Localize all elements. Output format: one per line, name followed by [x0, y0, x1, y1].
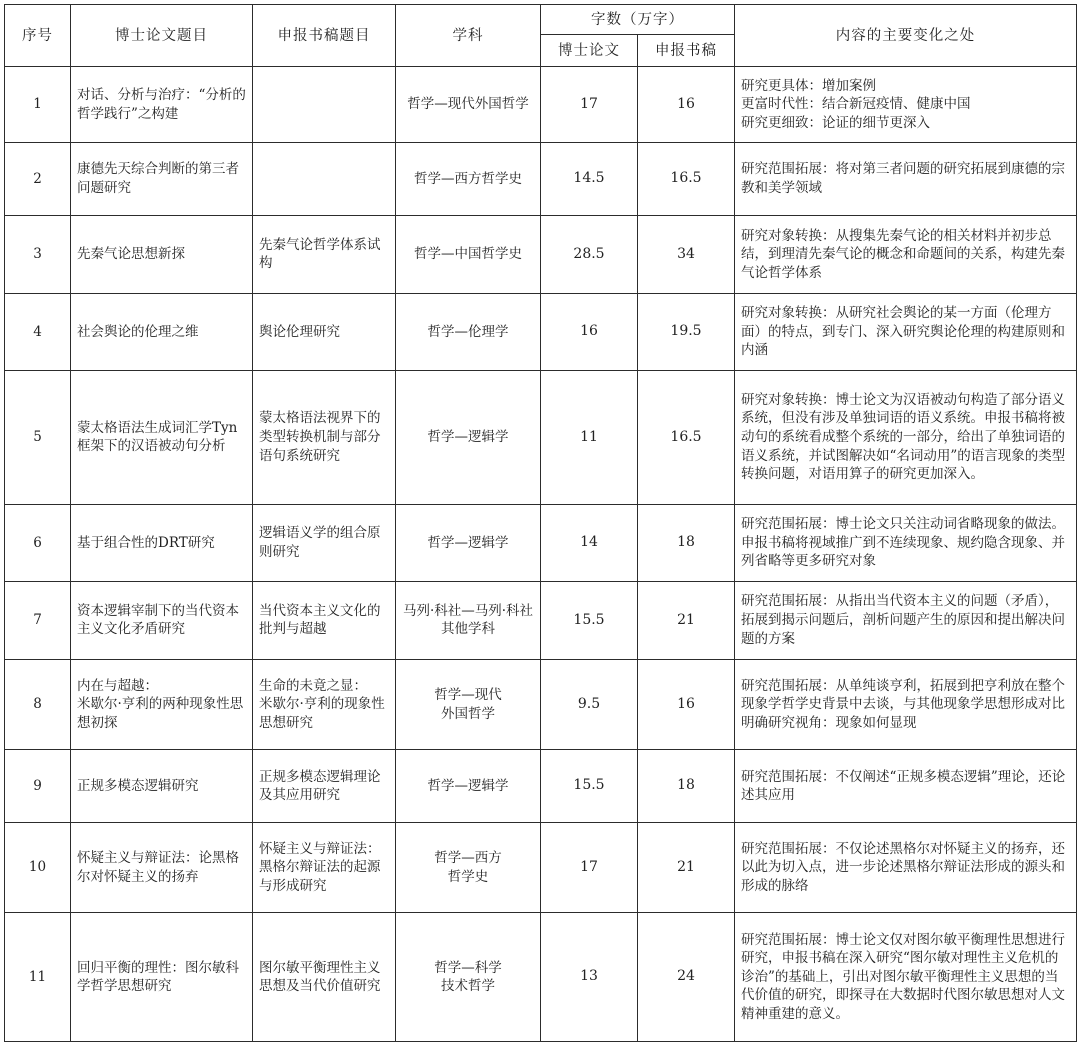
wordcount-application-cell: 21: [638, 581, 735, 659]
header-subject: 学科: [396, 5, 541, 67]
wordcount-application-cell: 21: [638, 822, 735, 912]
table-row: [5, 822, 1077, 912]
row-number: 8: [5, 660, 71, 750]
application-title-cell: [253, 67, 396, 143]
header-wordcount: 字数（万字）: [541, 5, 735, 35]
wordcount-thesis-cell: 15.5: [541, 750, 638, 822]
subject-line: 哲学史: [447, 868, 489, 885]
subject-line: 外国哲学: [441, 705, 495, 722]
header-changes: 内容的主要变化之处: [735, 5, 1077, 67]
application-title-cell: 正规多模态逻辑理论及其应用研究: [253, 750, 396, 822]
wordcount-application-cell: 16: [638, 67, 735, 143]
application-title-cell: 当代资本主义文化的批判与超越: [253, 581, 396, 659]
subject-cell: 哲学—现代外国哲学: [396, 67, 541, 143]
table-row: [5, 294, 1077, 370]
wordcount-application-cell: 16: [638, 660, 735, 750]
thesis-title-cell: 正规多模态逻辑研究: [71, 750, 253, 822]
wordcount-application-cell: 24: [638, 913, 735, 1042]
changes-cell: 研究对象转换：博士论文为汉语被动句构造了部分语义系统，但没有涉及单独词语的语义系统。申报书稿将被动句的系统看成整个系统的一部分，给出了单独词语的语义系统，并试图解决如“名词动用”的语言现象的类型转换问题，对语用算子的研究更加深入。: [735, 370, 1077, 505]
change-line: 研究更具体：增加案例: [741, 77, 876, 94]
wordcount-thesis-cell: 9.5: [541, 660, 638, 750]
header-seq: 序号: [5, 5, 71, 67]
thesis-title-cell: 怀疑主义与辩证法：论黑格尔对怀疑主义的扬弃: [71, 822, 253, 912]
wordcount-thesis-cell: 14.5: [541, 143, 638, 215]
subject-cell: [396, 660, 541, 750]
subject-cell: [396, 822, 541, 912]
row-number: 11: [5, 913, 71, 1042]
application-title-cell: 蒙太格语法视界下的类型转换机制与部分语句系统研究: [253, 370, 396, 505]
thesis-title-line: 米歇尔·亨利的两种现象性思想初探: [77, 696, 244, 732]
subject-line: 哲学—西方: [434, 849, 502, 866]
table-row: [5, 143, 1077, 215]
thesis-title-line: 内在与超越：: [77, 677, 158, 694]
header-wordcount-thesis: 博士论文: [541, 35, 638, 67]
wordcount-application-cell: 34: [638, 215, 735, 293]
application-title-cell: 舆论伦理研究: [253, 294, 396, 370]
header-thesis-title: 博士论文题目: [71, 5, 253, 67]
wordcount-thesis-cell: 16: [541, 294, 638, 370]
row-number: 5: [5, 370, 71, 505]
row-number: 4: [5, 294, 71, 370]
application-title-cell: [253, 660, 396, 750]
thesis-title-cell: 对话、分析与治疗：“分析的哲学践行”之构建: [71, 67, 253, 143]
change-line: 研究范围拓展：从单纯谈亨利，拓展到把亨利放在整个现象学哲学史背景中去谈，与其他现象学思想形成对比: [741, 677, 1065, 713]
application-title-cell: 图尔敏平衡理性主义思想及当代价值研究: [253, 913, 396, 1042]
subject-line: 技术哲学: [441, 978, 495, 995]
application-title-cell: 逻辑语义学的组合原则研究: [253, 505, 396, 581]
changes-cell: 研究对象转换：从研究社会舆论的某一方面（伦理方面）的特点，到专门、深入研究舆论伦理的构建原则和内涵: [735, 294, 1077, 370]
change-line: 明确研究视角：现象如何显现: [741, 715, 917, 732]
subject-cell: 哲学—中国哲学史: [396, 215, 541, 293]
header-row-top: [5, 5, 1077, 35]
wordcount-application-cell: 18: [638, 505, 735, 581]
row-number: 3: [5, 215, 71, 293]
thesis-title-cell: [71, 660, 253, 750]
row-number: 9: [5, 750, 71, 822]
subject-cell: 哲学—逻辑学: [396, 505, 541, 581]
wordcount-thesis-cell: 28.5: [541, 215, 638, 293]
changes-cell: 研究范围拓展：不仅阐述“正规多模态逻辑”理论，还论述其应用: [735, 750, 1077, 822]
table-row: [5, 215, 1077, 293]
subject-cell: [396, 913, 541, 1042]
subject-cell: 哲学—逻辑学: [396, 370, 541, 505]
wordcount-thesis-cell: 14: [541, 505, 638, 581]
wordcount-thesis-cell: 13: [541, 913, 638, 1042]
application-title-cell: [253, 143, 396, 215]
row-number: 7: [5, 581, 71, 659]
table-row: [5, 581, 1077, 659]
change-line: 研究更细致：论证的细节更深入: [741, 115, 930, 131]
row-number: 2: [5, 143, 71, 215]
change-line: 更富时代性：结合新冠疫情、健康中国: [741, 96, 971, 113]
application-title-line: 米歇尔·亨利的现象性思想研究: [259, 696, 385, 732]
wordcount-thesis-cell: 15.5: [541, 581, 638, 659]
subject-cell: 哲学—伦理学: [396, 294, 541, 370]
table-row: [5, 750, 1077, 822]
application-title-line: 生命的未竟之显：: [259, 677, 367, 694]
thesis-title-cell: 康德先天综合判断的第三者问题研究: [71, 143, 253, 215]
header-wordcount-application: 申报书稿: [638, 35, 735, 67]
comparison-table: [4, 4, 1077, 1042]
wordcount-application-cell: 19.5: [638, 294, 735, 370]
thesis-title-cell: 回归平衡的理性：图尔敏科学哲学思想研究: [71, 913, 253, 1042]
changes-cell: 研究范围拓展：博士论文仅对图尔敏平衡理性思想进行研究，申报书稿在深入研究“图尔敏对理性主义危机的诊治”的基础上，引出对图尔敏平衡理性主义思想的当代价值的研究，即探寻在大数据时代图尔敏思想对人文精神重建的意义。: [735, 913, 1077, 1042]
subject-line: 哲学—现代: [434, 687, 502, 704]
thesis-title-cell: 社会舆论的伦理之维: [71, 294, 253, 370]
thesis-title-cell: 资本逻辑宰制下的当代资本主义文化矛盾研究: [71, 581, 253, 659]
subject-cell: 马列·科社—马列·科社其他学科: [396, 581, 541, 659]
subject-line: 哲学—科学: [434, 959, 502, 976]
table-row: [5, 660, 1077, 750]
changes-cell: 研究范围拓展：不仅论述黑格尔对怀疑主义的扬弃，还以此为切入点，进一步论述黑格尔辩证法形成的源头和形成的脉络: [735, 822, 1077, 912]
subject-cell: 哲学—逻辑学: [396, 750, 541, 822]
wordcount-thesis-cell: 17: [541, 822, 638, 912]
table-row: [5, 505, 1077, 581]
subject-cell: 哲学—西方哲学史: [396, 143, 541, 215]
application-title-cell: 怀疑主义与辩证法：黑格尔辩证法的起源与形成研究: [253, 822, 396, 912]
changes-cell: 研究范围拓展：将对第三者问题的研究拓展到康德的宗教和美学领域: [735, 143, 1077, 215]
changes-cell: 研究对象转换：从搜集先秦气论的相关材料并初步总结，到理清先秦气论的概念和命题间的关系，构建先秦气论哲学体系: [735, 215, 1077, 293]
wordcount-application-cell: 16.5: [638, 143, 735, 215]
wordcount-thesis-cell: 11: [541, 370, 638, 505]
changes-cell: 研究范围拓展：从指出当代资本主义的问题（矛盾），拓展到揭示问题后，剖析问题产生的原因和提出解决问题的方案: [735, 581, 1077, 659]
thesis-title-cell: 蒙太格语法生成词汇学Tyn框架下的汉语被动句分析: [71, 370, 253, 505]
table-row: [5, 67, 1077, 143]
wordcount-application-cell: 18: [638, 750, 735, 822]
thesis-title-cell: 先秦气论思想新探: [71, 215, 253, 293]
table-row: [5, 913, 1077, 1042]
changes-cell: 研究范围拓展：博士论文只关注动词省略现象的做法。申报书稿将视域推广到不连续现象、规约隐含现象、并列省略等更多研究对象: [735, 505, 1077, 581]
row-number: 6: [5, 505, 71, 581]
header-application-title: 申报书稿题目: [253, 5, 396, 67]
wordcount-thesis-cell: 17: [541, 67, 638, 143]
table-row: [5, 370, 1077, 505]
row-number: 1: [5, 67, 71, 143]
thesis-title-cell: 基于组合性的DRT研究: [71, 505, 253, 581]
changes-cell: [735, 660, 1077, 750]
wordcount-application-cell: 16.5: [638, 370, 735, 505]
application-title-cell: 先秦气论哲学体系试构: [253, 215, 396, 293]
changes-cell: [735, 67, 1077, 143]
row-number: 10: [5, 822, 71, 912]
